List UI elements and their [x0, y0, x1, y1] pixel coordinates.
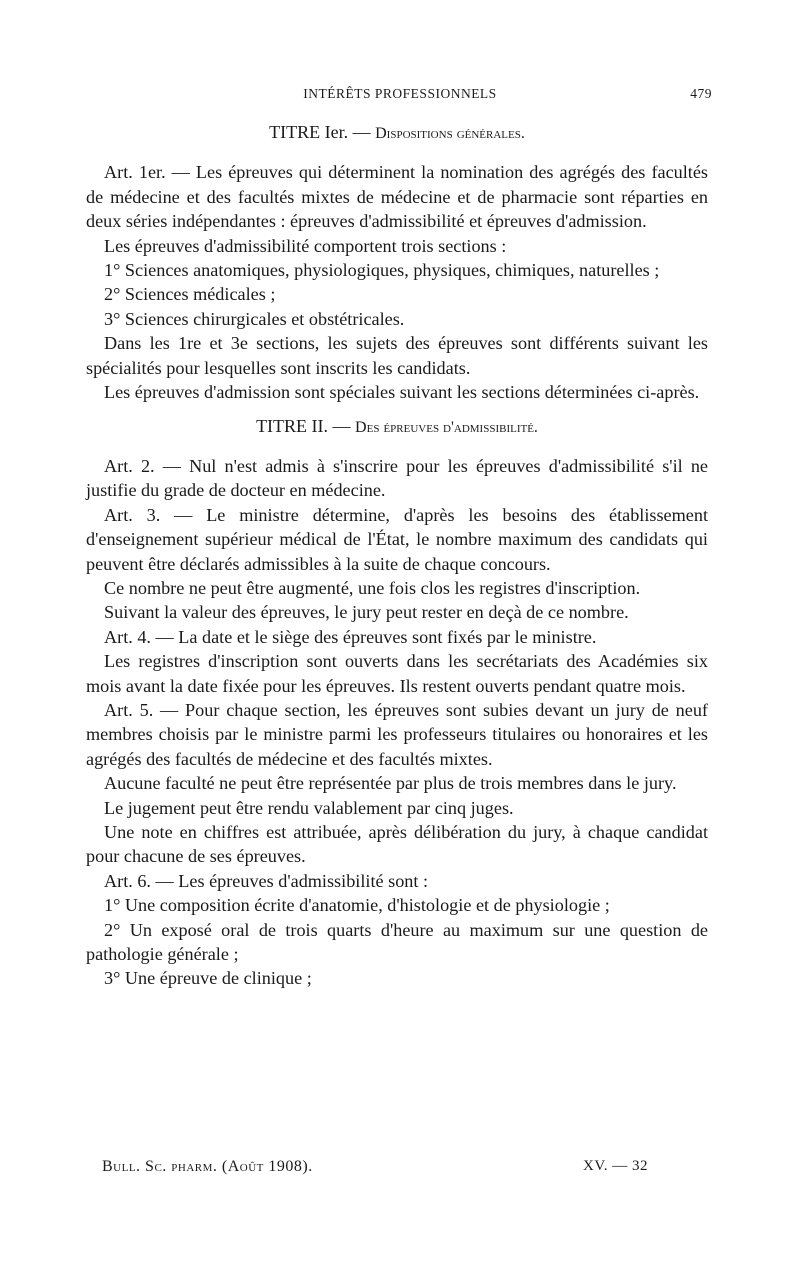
paragraph: Art. 5. — Pour chaque section, les épreuves sont subies devant un jury de neuf membres choisis par le ministre parmi les professeurs titulaires ou honoraires et les agrégés des facultés de médecine et des facultés mixtes. — [86, 699, 708, 769]
journal-citation: Bull. Sc. pharm. (Août 1908). — [102, 1158, 313, 1175]
paragraph: Les épreuves d'admissibilité comportent trois sections : — [104, 235, 507, 256]
paragraph: Art. 4. — La date et le siège des épreuves sont fixés par le ministre. — [104, 626, 597, 647]
running-header — [88, 86, 712, 102]
paragraph: Art. 3. — Le ministre détermine, d'après les besoins des établissement d'enseignement supérieur médical de l'État, le nombre maximum des candidats qui peuvent être déclarés admissibles à la suite de chaque concours. — [86, 504, 708, 574]
paragraph: 1° Une composition écrite d'anatomie, d'histologie et de physiologie ; — [104, 895, 610, 916]
paragraph: Art. 6. — Les épreuves d'admissibilité sont : — [104, 870, 429, 891]
paragraph: Le jugement peut être rendu valablement par cinq juges. — [104, 797, 514, 818]
heading-label: TITRE Ier. — — [269, 122, 371, 142]
paragraph: Art. 2. — Nul n'est admis à s'inscrire pour les épreuves d'admissibilité s'il ne justifie du grade de docteur en médecine. — [86, 455, 708, 501]
paragraph: Les registres d'inscription sont ouverts dans les secrétariats des Académies six mois avant la date fixée pour les épreuves. Ils restent ouverts pendant quatre mois. — [86, 651, 708, 696]
paragraph: 1° Sciences anatomiques, physiologiques, physiques, chimiques, naturelles ; — [104, 260, 660, 281]
paragraph: Les épreuves d'admission sont spéciales suivant les sections déterminées ci-après. — [104, 382, 700, 403]
paragraph: 2° Un exposé oral de trois quarts d'heure au maximum sur une question de pathologie générale ; — [86, 919, 708, 964]
heading-label: TITRE II. — — [256, 416, 351, 437]
paragraph: 2° Sciences médicales ; — [104, 284, 276, 305]
paragraph: Une note en chiffres est attribuée, après délibération du jury, à chaque candidat pour chacune de ses épreuves. — [86, 821, 708, 867]
page-number: 479 — [690, 86, 712, 101]
page-body — [86, 120, 708, 991]
section-heading-titre-1 — [86, 120, 708, 146]
signature-mark: XV. — 32 — [583, 1158, 648, 1174]
section-heading-titre-2 — [86, 414, 708, 440]
running-title: INTÉRÊTS PROFESSIONNELS — [303, 86, 497, 101]
paragraph: 3° Sciences chirurgicales et obstétricales. — [104, 308, 405, 329]
paragraph: Dans les 1re et 3e sections, les sujets des épreuves sont différents suivant les spécialités pour lesquelles sont inscrits les candidats. — [86, 333, 708, 378]
paragraph: Suivant la valeur des épreuves, le jury peut rester en deçà de ce nombre. — [104, 602, 629, 623]
footer — [102, 1158, 648, 1176]
paragraph: Aucune faculté ne peut être représentée par plus de trois membres dans le jury. — [104, 773, 677, 794]
heading-subtitle: Dispositions générales. — [375, 125, 525, 142]
paragraph: Art. 1er. — Les épreuves qui déterminent la nomination des agrégés des facultés de médecine et des facultés mixtes de médecine et de pharmacie sont réparties en deux séries indépendantes : épreuves d'admissibilité et épreuves d'admission. — [86, 162, 708, 232]
heading-subtitle: Des épreuves d'admissibilité. — [355, 419, 538, 437]
paragraph: 3° Une épreuve de clinique ; — [104, 968, 312, 989]
paragraph: Ce nombre ne peut être augmenté, une fois clos les registres d'inscription. — [104, 577, 641, 598]
